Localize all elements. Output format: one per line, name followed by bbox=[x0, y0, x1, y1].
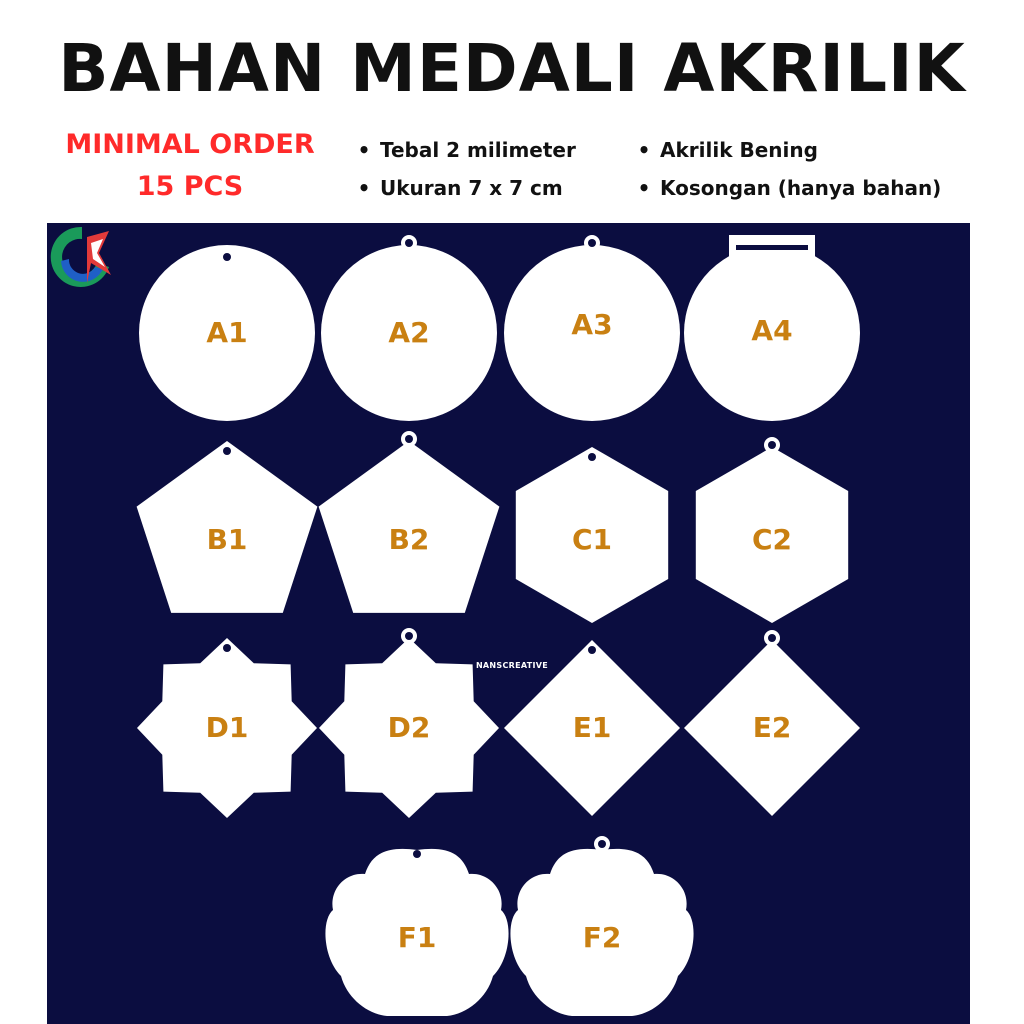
feature-list bbox=[352, 138, 992, 218]
medal-label-a4: A4 bbox=[751, 314, 793, 347]
feature-thickness: • Tebal 2 milimeter bbox=[352, 138, 576, 162]
minimal-order-note bbox=[40, 124, 340, 208]
medal-label-f1: F1 bbox=[397, 921, 437, 954]
medal-label-c1: C1 bbox=[571, 523, 613, 556]
medal-label-b1: B1 bbox=[206, 523, 248, 556]
medal-label-a2: A2 bbox=[388, 316, 430, 349]
medal-label-d1: D1 bbox=[205, 711, 249, 744]
minimal-order-label: MINIMAL ORDER bbox=[65, 129, 315, 160]
medal-label-e1: E1 bbox=[572, 711, 612, 744]
medal-label-a1: A1 bbox=[206, 316, 248, 349]
feature-size: • Ukuran 7 x 7 cm bbox=[352, 176, 563, 200]
brand-name: NANSCREATIVE bbox=[475, 661, 549, 670]
medal-label-c2: C2 bbox=[751, 523, 793, 556]
medal-label-f2: F2 bbox=[582, 921, 622, 954]
minimal-order-qty: 15 PCS bbox=[136, 171, 244, 202]
medal-label-a3: A3 bbox=[571, 308, 613, 341]
feature-material: • Akrilik Bening bbox=[632, 138, 818, 162]
page-title: BAHAN MEDALI AKRILIK bbox=[58, 30, 966, 107]
medal-label-b2: B2 bbox=[388, 523, 430, 556]
feature-blank: • Kosongan (hanya bahan) bbox=[632, 176, 941, 200]
medal-label-d2: D2 bbox=[387, 711, 431, 744]
medal-board bbox=[47, 223, 970, 1024]
medal-label-e2: E2 bbox=[752, 711, 792, 744]
medal-b2 bbox=[319, 431, 500, 613]
nanscreative-logo-icon bbox=[47, 223, 117, 289]
